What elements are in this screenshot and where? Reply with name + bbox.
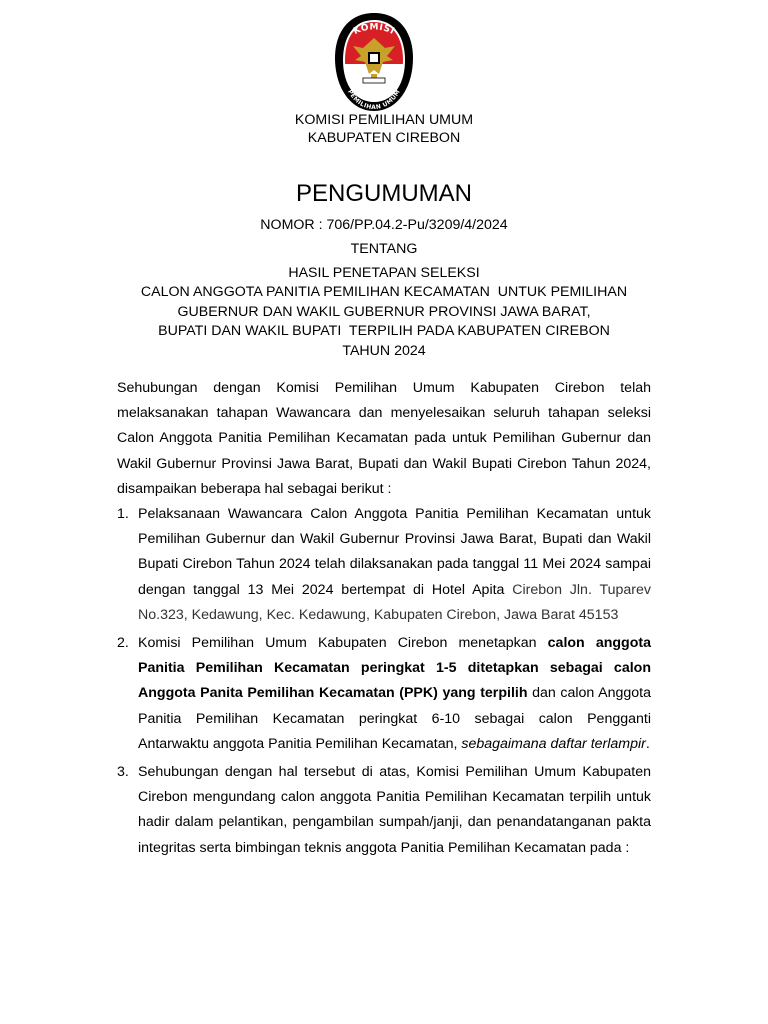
list-item-text: Sehubungan dengan hal tersebut di atas, Komisi Pemilihan Umum Kabupaten Cirebon mengundang calon anggota Panitia Pemilihan Kecamatan terpilih untuk hadir dalam pelantikan, pengambilan sumpah/janji, dan penandatanganan pakta integritas serta bimbingan teknis anggota Panitia Pemilihan Kecamatan pada :	[138, 764, 651, 856]
subject-line: BUPATI DAN WAKIL BUPATI TERPILIH PADA KABUPATEN CIREBON	[158, 323, 610, 340]
list-item-text: Pelaksanaan Wawancara Calon Anggota Panitia Pemilihan Kecamatan untuk Pemilihan Gubernur dan Wakil Gubernur Provinsi Jawa Barat, Bupati dan Wakil Bupati Cirebon Tahun 2024 telah dilaksanakan pada tanggal 11 Mei 2024 sampai dengan tanggal 13 Mei 2024 bertempat di Hotel Apita	[138, 506, 651, 598]
announcement-title: PENGUMUMAN	[295, 180, 472, 207]
list-item	[117, 631, 651, 757]
list-item-bold-text: calon anggota Panitia Pemilihan Kecamatan peringkat 1-5 ditetapkan sebagai calon Anggota Panita Pemilihan Kecamatan (PPK) yang terpilih	[138, 635, 652, 702]
list-item	[117, 760, 651, 861]
subject-line: GUBERNUR DAN WAKIL GUBERNUR PROVINSI JAWA BARAT,	[177, 303, 591, 320]
subject-line: HASIL PENETAPAN SELEKSI	[288, 265, 480, 281]
intro-paragraph: Sehubungan dengan Komisi Pemilihan Umum Kabupaten Cirebon telah melaksanakan tahapan Wawancara dan menyelesaikan seluruh tahapan seleksi Calon Anggota Panitia Pemilihan Kecamatan pada untuk Pemilihan Gubernur dan Wakil Gubernur Provinsi Jawa Barat, Bupati dan Wakil Bupati Cirebon Tahun 2024, disampaikan beberapa hal sebagai berikut :	[117, 380, 651, 497]
list-item-text: Komisi Pemilihan Umum Kabupaten Cirebon menetapkan	[138, 635, 548, 652]
list-item	[117, 502, 651, 628]
announcement-number: NOMOR : 706/PP.04.2-Pu/3209/4/2024	[260, 217, 508, 233]
announcement-subject	[0, 264, 768, 361]
list-item-italic-text: sebagaimana daftar terlampir	[461, 735, 646, 752]
numbered-list	[117, 502, 651, 864]
subject-line: CALON ANGGOTA PANITIA PEMILIHAN KECAMATAN UNTUK PEMILIHAN	[140, 284, 628, 301]
logo-top-text: KOMISI	[352, 22, 397, 37]
org-name: KOMISI PEMILIHAN UMUM	[294, 112, 474, 128]
org-region: KABUPATEN CIREBON	[307, 130, 461, 146]
list-item-number: 1.	[117, 506, 129, 522]
list-item-text: dan calon Anggota Panitia Pemilihan Kecamatan peringkat 6-10 sebagai calon Pengganti Antarwaktu anggota Panitia Pemilihan Kecamatan,	[138, 685, 651, 752]
list-item-number: 2.	[117, 635, 129, 652]
kpu-logo	[333, 12, 415, 112]
subject-line: TAHUN 2024	[342, 342, 426, 359]
list-item-number: 3.	[117, 764, 129, 781]
venue-address: Cirebon Jln. Tuparev No.323, Kedawung, Kec. Kedawung, Kabupaten Cirebon, Jawa Barat 45153	[138, 581, 651, 623]
list-item-end: .	[645, 735, 650, 752]
logo-bottom-text: PEMILIHAN UMUM	[346, 88, 402, 112]
org-block	[0, 111, 768, 147]
about-label: TENTANG	[350, 241, 418, 257]
